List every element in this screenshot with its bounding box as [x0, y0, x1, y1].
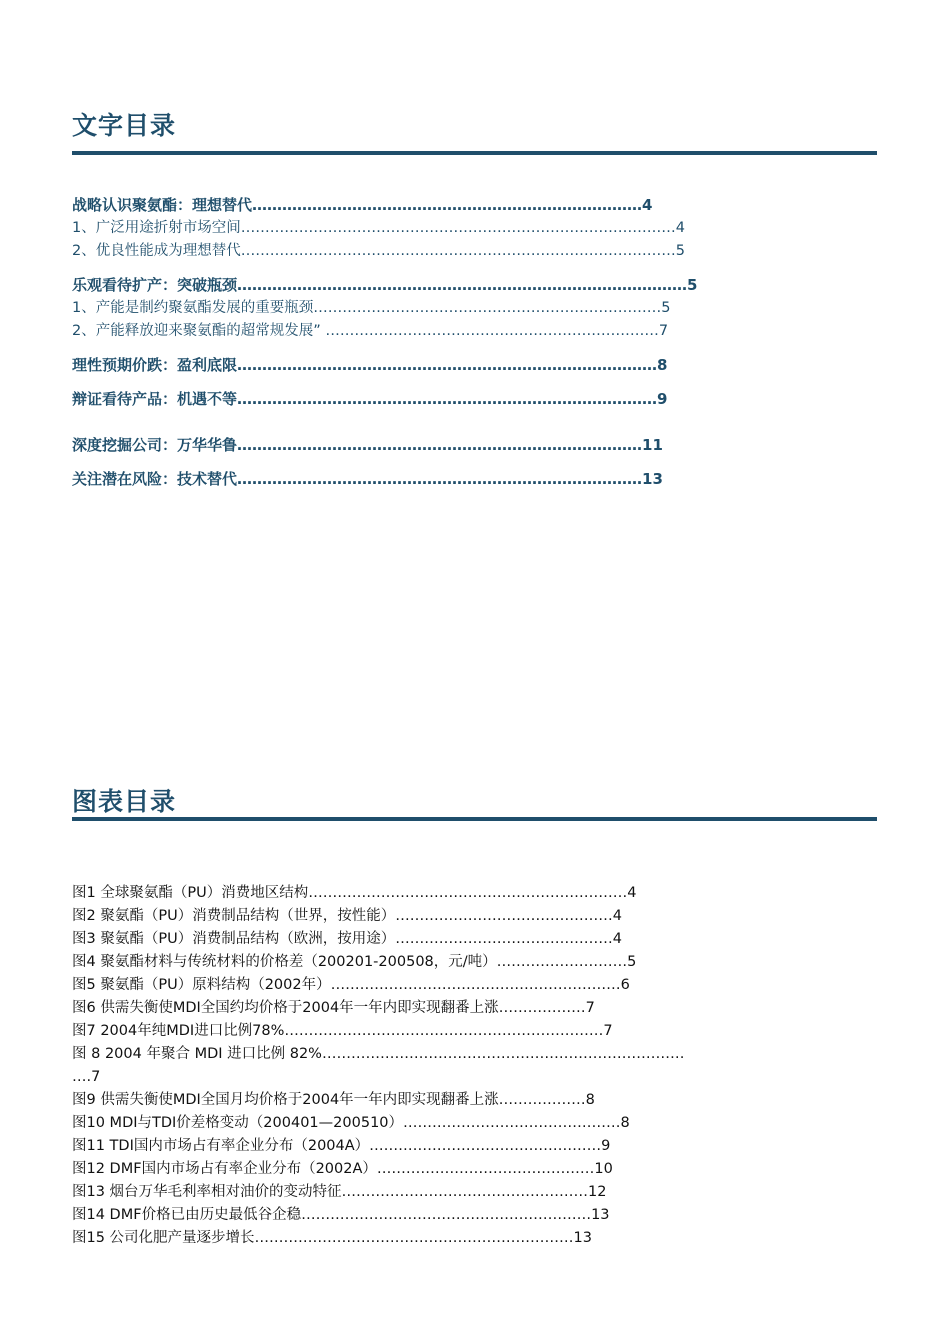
figure-entry[interactable]: 图12 DMF国内市场占有率企业分布（2002A）………………………………………10 — [72, 1161, 613, 1177]
toc-entry[interactable]: 1、产能是制约聚氨酯发展的重要瓶颈………………………………………………………………5 — [72, 300, 671, 316]
figure-entry[interactable]: 图5 聚氨酯（PU）原料结构（2002年）……………………………………………………6 — [72, 977, 630, 993]
figure-entry[interactable]: 图 8 2004 年聚合 MDI 进口比例 82%………………………………………………………………… — [72, 1046, 685, 1062]
figure-entry[interactable]: 图13 烟台万华毛利率相对油价的变动特征……………………………………………12 — [72, 1184, 607, 1200]
figure-entry[interactable]: 图9 供需失衡使MDI全国月均价格于2004年一年内即实现翻番上涨………………8 — [72, 1092, 595, 1108]
toc-entry[interactable]: 乐观看待扩产：突破瓶颈………………………………………………………………………………5 — [72, 276, 698, 294]
toc-entry[interactable]: 战略认识聚氨酯：理想替代……………………………………………………………………4 — [72, 196, 653, 214]
text-toc-title: 文字目录 — [72, 111, 177, 140]
figure-entry[interactable]: 图7 2004年纯MDI进口比例78%…………………………………………………………7 — [72, 1023, 613, 1039]
figure-entry-continuation[interactable]: ….7 — [72, 1069, 101, 1085]
toc-entry[interactable]: 1、广泛用途折射市场空间………………………………………………………………………………4 — [72, 220, 685, 236]
figure-entry[interactable]: 图1 全球聚氨酯（PU）消费地区结构…………………………………………………………4 — [72, 885, 637, 901]
text-toc-rule — [72, 151, 877, 155]
figure-entry[interactable]: 图11 TDI国内市场占有率企业分布（2004A）…………………………………………9 — [72, 1138, 611, 1154]
figure-entry[interactable]: 图3 聚氨酯（PU）消费制品结构（欧洲，按用途）………………………………………4 — [72, 931, 622, 947]
toc-entry[interactable]: 深度挖掘公司：万华华鲁………………………………………………………………………11 — [72, 436, 663, 454]
toc-entry[interactable]: 2、优良性能成为理想替代………………………………………………………………………………5 — [72, 243, 685, 259]
figure-entry[interactable]: 图14 DMF价格已由历史最低谷企稳……………………………………………………13 — [72, 1207, 610, 1223]
toc-entry[interactable]: 2、产能释放迎来聚氨酯的超常规发展” ……………………………………………………………7 — [72, 323, 669, 339]
figure-toc-title: 图表目录 — [72, 787, 177, 816]
toc-entry[interactable]: 辩证看待产品：机遇不等…………………………………………………………………………9 — [72, 390, 668, 408]
toc-entry[interactable]: 关注潜在风险：技术替代………………………………………………………………………13 — [72, 470, 663, 488]
toc-entry[interactable]: 理性预期价跌：盈利底限…………………………………………………………………………8 — [72, 356, 668, 374]
figure-entry[interactable]: 图10 MDI与TDI价差格变动（200401—200510）………………………………………8 — [72, 1115, 630, 1131]
figure-toc-rule — [72, 817, 877, 821]
figure-entry[interactable]: 图2 聚氨酯（PU）消费制品结构（世界，按性能）………………………………………4 — [72, 908, 622, 924]
figure-entry[interactable]: 图15 公司化肥产量逐步增长…………………………………………………………13 — [72, 1230, 593, 1246]
figure-entry[interactable]: 图4 聚氨酯材料与传统材料的价格差（200201-200508，元/吨）………………………5 — [72, 954, 637, 970]
figure-entry[interactable]: 图6 供需失衡使MDI全国约均价格于2004年一年内即实现翻番上涨………………7 — [72, 1000, 595, 1016]
